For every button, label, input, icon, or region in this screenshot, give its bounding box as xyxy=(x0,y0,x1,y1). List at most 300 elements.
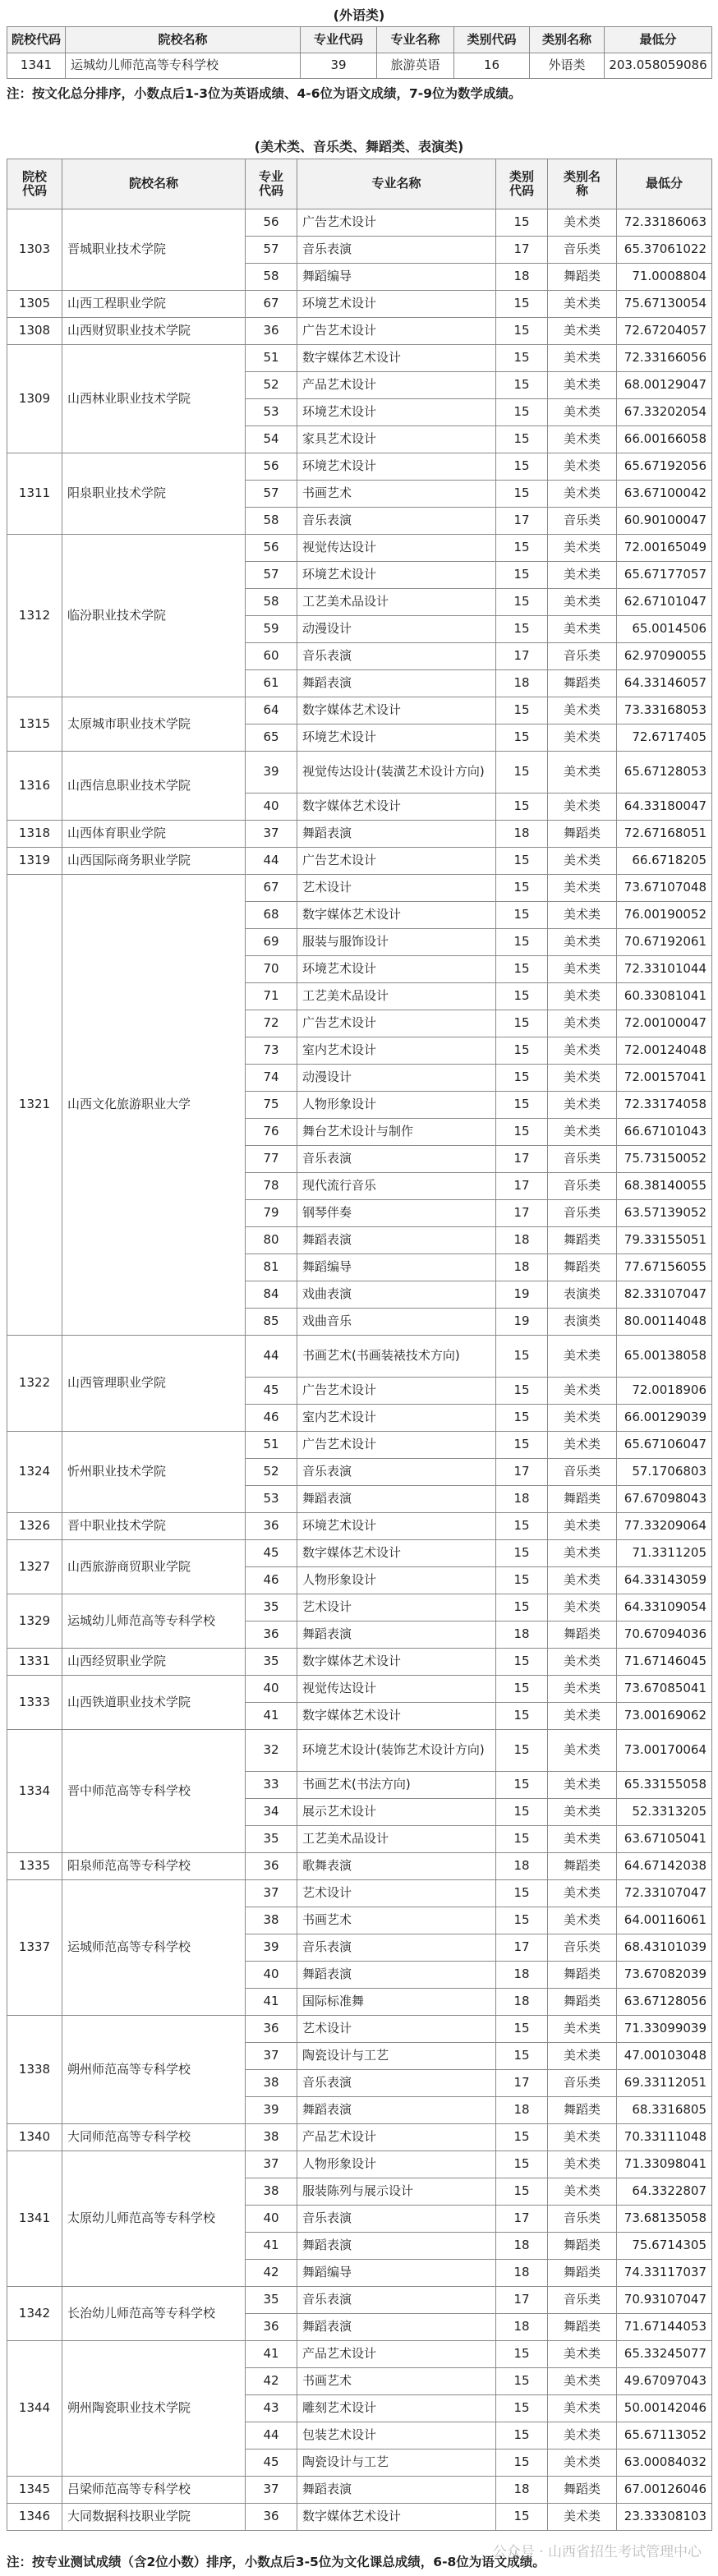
major-code-cell: 38 xyxy=(246,1907,297,1934)
major-code-cell: 38 xyxy=(246,2178,297,2206)
min-score-cell: 72.33166056 xyxy=(617,345,712,372)
min-score-cell: 71.0008804 xyxy=(617,264,712,291)
category-code-cell: 15 xyxy=(496,724,548,752)
category-code-cell: 15 xyxy=(496,1649,548,1676)
school-code-cell: 1303 xyxy=(7,209,62,291)
major-code-cell: 40 xyxy=(246,794,297,821)
school-code-cell: 1341 xyxy=(7,2151,62,2287)
major-name-cell: 陶瓷设计与工艺 xyxy=(297,2043,496,2070)
major-name-cell: 数字媒体艺术设计 xyxy=(297,1540,496,1567)
category-code-cell: 15 xyxy=(496,1065,548,1092)
category-name-cell: 美术类 xyxy=(548,956,617,983)
major-name-cell: 舞蹈编导 xyxy=(297,264,496,291)
major-code-cell: 43 xyxy=(246,2395,297,2422)
min-score-cell: 74.33117037 xyxy=(617,2260,712,2287)
category-code-cell: 18 xyxy=(496,821,548,848)
category-name-cell: 美术类 xyxy=(548,2151,617,2178)
min-score-cell: 65.67192056 xyxy=(617,453,712,481)
watermark: 公众号 · 山西省招生考试管理中心 xyxy=(492,2544,702,2560)
min-score-cell: 71.67144053 xyxy=(617,2314,712,2341)
category-name-cell: 美术类 xyxy=(548,345,617,372)
school-code-cell: 1345 xyxy=(7,2477,62,2504)
major-name-cell: 戏曲音乐 xyxy=(297,1309,496,1336)
min-score-cell: 77.33209064 xyxy=(617,1513,712,1540)
major-name-cell: 书画艺术 xyxy=(297,1907,496,1934)
major-name-cell: 环境艺术设计 xyxy=(297,291,496,318)
foreign-header-row xyxy=(7,27,712,53)
major-name-cell: 广告艺术设计 xyxy=(297,1378,496,1405)
min-score-cell: 75.6714305 xyxy=(617,2233,712,2260)
major-code-cell: 71 xyxy=(246,983,297,1010)
table-row xyxy=(7,2477,712,2504)
major-code-cell: 34 xyxy=(246,1799,297,1826)
category-name-cell: 美术类 xyxy=(548,1772,617,1799)
major-name-cell: 环境艺术设计 xyxy=(297,399,496,426)
major-code-cell: 81 xyxy=(246,1254,297,1281)
header-school-code: 院校代码 xyxy=(7,159,62,209)
min-score-cell: 65.67177057 xyxy=(617,562,712,589)
major-code-cell: 36 xyxy=(246,1853,297,1880)
major-name-cell: 书画艺术(书法方向) xyxy=(297,1772,496,1799)
major-code-cell: 65 xyxy=(246,724,297,752)
school-name-cell: 山西信息职业技术学院 xyxy=(62,752,246,821)
category-name-cell: 舞蹈类 xyxy=(548,2097,617,2124)
school-name-cell: 运城幼儿师范高等专科学校 xyxy=(66,53,301,79)
arts-note: 注：按专业测试成绩（含2位小数）排序，小数点后3-5位为文化课总成绩，6-8位为语文成绩。 xyxy=(7,2555,545,2569)
major-name-cell: 视觉传达设计 xyxy=(297,1676,496,1703)
table-row xyxy=(7,2341,712,2368)
category-code-cell: 17 xyxy=(496,2070,548,2097)
table-row xyxy=(7,345,712,372)
table-row xyxy=(7,1432,712,1459)
major-name-cell: 歌舞表演 xyxy=(297,1853,496,1880)
table-row xyxy=(7,53,712,79)
category-code-cell: 17 xyxy=(496,1200,548,1227)
category-name-cell: 美术类 xyxy=(548,1907,617,1934)
school-name-cell: 大同数据科技职业学院 xyxy=(62,2504,246,2531)
category-code-cell: 15 xyxy=(496,1513,548,1540)
major-code-cell: 78 xyxy=(246,1173,297,1200)
major-name-cell: 视觉传达设计 xyxy=(297,535,496,562)
table-row xyxy=(7,453,712,481)
major-name-cell: 室内艺术设计 xyxy=(297,1037,496,1065)
min-score-cell: 76.00190052 xyxy=(617,902,712,929)
min-score-cell: 67.33202054 xyxy=(617,399,712,426)
category-name-cell: 音乐类 xyxy=(548,1146,617,1173)
category-name-cell: 美术类 xyxy=(548,426,617,453)
category-code-cell: 18 xyxy=(496,2260,548,2287)
category-name-cell: 音乐类 xyxy=(548,643,617,670)
major-name-cell: 舞蹈表演 xyxy=(297,1227,496,1254)
school-code-cell: 1329 xyxy=(7,1594,62,1649)
major-code-cell: 74 xyxy=(246,1065,297,1092)
major-name-cell: 工艺美术品设计 xyxy=(297,1826,496,1853)
category-name-cell: 舞蹈类 xyxy=(548,1853,617,1880)
category-name-cell: 美术类 xyxy=(548,1092,617,1119)
major-name-cell: 工艺美术品设计 xyxy=(297,983,496,1010)
header-min-score: 最低分 xyxy=(605,27,712,53)
major-code-cell: 56 xyxy=(246,453,297,481)
min-score-cell: 49.67097043 xyxy=(617,2368,712,2395)
major-code-cell: 73 xyxy=(246,1037,297,1065)
header-school-name: 院校名称 xyxy=(62,159,246,209)
min-score-cell: 72.67204057 xyxy=(617,318,712,345)
category-name-cell: 美术类 xyxy=(548,848,617,875)
category-code-cell: 18 xyxy=(496,1622,548,1649)
major-name-cell: 环境艺术设计 xyxy=(297,453,496,481)
major-name-cell: 舞台艺术设计与制作 xyxy=(297,1119,496,1146)
major-code-cell: 44 xyxy=(246,848,297,875)
category-name-cell: 音乐类 xyxy=(548,1173,617,1200)
major-name-cell: 书画艺术 xyxy=(297,481,496,508)
arts-header-row xyxy=(7,159,712,209)
major-code-cell: 52 xyxy=(246,372,297,399)
table-row xyxy=(7,752,712,794)
category-code-cell: 15 xyxy=(496,1880,548,1907)
category-code-cell: 18 xyxy=(496,670,548,697)
category-name-cell: 美术类 xyxy=(548,1336,617,1378)
major-code-cell: 38 xyxy=(246,2070,297,2097)
header-school-code: 院校代码 xyxy=(7,27,66,53)
major-name-cell: 音乐表演 xyxy=(297,2206,496,2233)
school-code-cell: 1324 xyxy=(7,1432,62,1513)
table-row xyxy=(7,697,712,724)
major-code-cell: 37 xyxy=(246,2151,297,2178)
foreign-table xyxy=(7,26,712,79)
min-score-cell: 203.058059086 xyxy=(605,53,712,79)
major-name-cell: 服装陈列与展示设计 xyxy=(297,2178,496,2206)
category-name-cell: 美术类 xyxy=(548,1540,617,1567)
school-name-cell: 山西林业职业技术学院 xyxy=(62,345,246,453)
major-name-cell: 书画艺术(书画装裱技术方向) xyxy=(297,1336,496,1378)
category-name-cell: 美术类 xyxy=(548,1676,617,1703)
major-name-cell: 雕刻艺术设计 xyxy=(297,2395,496,2422)
category-code-cell: 15 xyxy=(496,1907,548,1934)
major-name-cell: 书画艺术 xyxy=(297,2368,496,2395)
category-name-cell: 美术类 xyxy=(548,1432,617,1459)
header-min-score: 最低分 xyxy=(617,159,712,209)
major-name-cell: 舞蹈表演 xyxy=(297,2477,496,2504)
category-name-cell: 美术类 xyxy=(548,2178,617,2206)
major-code-cell: 53 xyxy=(246,1486,297,1513)
min-score-cell: 72.0018906 xyxy=(617,1378,712,1405)
category-code-cell: 15 xyxy=(496,1799,548,1826)
school-code-cell: 1346 xyxy=(7,2504,62,2531)
major-code-cell: 39 xyxy=(246,752,297,794)
major-code-cell: 39 xyxy=(246,2097,297,2124)
category-code-cell: 18 xyxy=(496,1989,548,2016)
category-name-cell: 美术类 xyxy=(548,2016,617,2043)
school-code-cell: 1334 xyxy=(7,1730,62,1853)
category-code-cell: 15 xyxy=(496,1826,548,1853)
min-score-cell: 64.33146057 xyxy=(617,670,712,697)
min-score-cell: 70.67192061 xyxy=(617,929,712,956)
category-name-cell: 舞蹈类 xyxy=(548,2260,617,2287)
major-code-cell: 35 xyxy=(246,1594,297,1622)
min-score-cell: 67.00126046 xyxy=(617,2477,712,2504)
min-score-cell: 63.00084032 xyxy=(617,2450,712,2477)
school-name-cell: 朔州师范高等专科学校 xyxy=(62,2016,246,2124)
school-code-cell: 1338 xyxy=(7,2016,62,2124)
major-code-cell: 77 xyxy=(246,1146,297,1173)
foreign-section-title: (外语类) xyxy=(333,7,385,23)
category-name-cell: 美术类 xyxy=(548,1649,617,1676)
major-code-cell: 37 xyxy=(246,821,297,848)
school-name-cell: 山西管理职业学院 xyxy=(62,1336,246,1432)
major-code-cell: 45 xyxy=(246,1378,297,1405)
category-code-cell: 15 xyxy=(496,318,548,345)
category-name-cell: 美术类 xyxy=(548,1065,617,1092)
category-code-cell: 18 xyxy=(496,1254,548,1281)
category-code-cell: 15 xyxy=(496,983,548,1010)
major-code-cell: 56 xyxy=(246,535,297,562)
category-name-cell: 音乐类 xyxy=(548,237,617,264)
major-code-cell: 40 xyxy=(246,1676,297,1703)
major-code-cell: 75 xyxy=(246,1092,297,1119)
major-code-cell: 64 xyxy=(246,697,297,724)
major-name-cell: 舞蹈编导 xyxy=(297,1254,496,1281)
category-code-cell: 15 xyxy=(496,426,548,453)
min-score-cell: 50.00142046 xyxy=(617,2395,712,2422)
min-score-cell: 66.6718205 xyxy=(617,848,712,875)
category-code-cell: 15 xyxy=(496,481,548,508)
school-name-cell: 晋中师范高等专科学校 xyxy=(62,1730,246,1853)
school-name-cell: 阳泉职业技术学院 xyxy=(62,453,246,535)
category-code-cell: 15 xyxy=(496,1772,548,1799)
table-row xyxy=(7,1880,712,1907)
min-score-cell: 75.73150052 xyxy=(617,1146,712,1173)
category-code-cell: 17 xyxy=(496,643,548,670)
foreign-note: 注：按文化总分排序，小数点后1-3位为英语成绩、4-6位为语文成绩，7-9位为数学成绩。 xyxy=(7,86,522,101)
category-code-cell: 15 xyxy=(496,291,548,318)
major-code-cell: 35 xyxy=(246,1649,297,1676)
major-code-cell: 36 xyxy=(246,1513,297,1540)
school-code-cell: 1341 xyxy=(7,53,66,79)
category-name-cell: 音乐类 xyxy=(548,1459,617,1486)
major-name-cell: 旅游英语 xyxy=(377,53,454,79)
category-name-cell: 美术类 xyxy=(548,724,617,752)
category-code-cell: 15 xyxy=(496,848,548,875)
table-row xyxy=(7,1594,712,1622)
category-name-cell: 美术类 xyxy=(548,697,617,724)
school-code-cell: 1321 xyxy=(7,875,62,1336)
min-score-cell: 65.0014506 xyxy=(617,616,712,643)
major-code-cell: 44 xyxy=(246,2422,297,2450)
major-name-cell: 数字媒体艺术设计 xyxy=(297,697,496,724)
school-name-cell: 山西工程职业学院 xyxy=(62,291,246,318)
header-major-code: 专业代码 xyxy=(246,159,297,209)
major-code-cell: 44 xyxy=(246,1336,297,1378)
min-score-cell: 70.93107047 xyxy=(617,2287,712,2314)
major-name-cell: 音乐表演 xyxy=(297,2070,496,2097)
major-name-cell: 环境艺术设计(装饰艺术设计方向) xyxy=(297,1730,496,1772)
min-score-cell: 71.33099039 xyxy=(617,2016,712,2043)
category-name-cell: 音乐类 xyxy=(548,2287,617,2314)
min-score-cell: 65.67106047 xyxy=(617,1432,712,1459)
major-name-cell: 环境艺术设计 xyxy=(297,562,496,589)
min-score-cell: 73.68135058 xyxy=(617,2206,712,2233)
min-score-cell: 73.67082039 xyxy=(617,1962,712,1989)
major-name-cell: 广告艺术设计 xyxy=(297,209,496,237)
major-code-cell: 40 xyxy=(246,1962,297,1989)
min-score-cell: 64.67142038 xyxy=(617,1853,712,1880)
major-code-cell: 41 xyxy=(246,1989,297,2016)
min-score-cell: 64.33180047 xyxy=(617,794,712,821)
major-code-cell: 46 xyxy=(246,1405,297,1432)
min-score-cell: 65.00138058 xyxy=(617,1336,712,1378)
min-score-cell: 63.57139052 xyxy=(617,1200,712,1227)
major-code-cell: 68 xyxy=(246,902,297,929)
major-name-cell: 陶瓷设计与工艺 xyxy=(297,2450,496,2477)
min-score-cell: 66.00129039 xyxy=(617,1405,712,1432)
category-code-cell: 18 xyxy=(496,264,548,291)
major-code-cell: 36 xyxy=(246,318,297,345)
major-name-cell: 音乐表演 xyxy=(297,237,496,264)
major-name-cell: 人物形象设计 xyxy=(297,2151,496,2178)
category-name-cell: 舞蹈类 xyxy=(548,1254,617,1281)
category-name-cell: 舞蹈类 xyxy=(548,670,617,697)
major-name-cell: 产品艺术设计 xyxy=(297,2124,496,2151)
school-name-cell: 山西铁道职业技术学院 xyxy=(62,1676,246,1730)
category-code-cell: 15 xyxy=(496,752,548,794)
major-name-cell: 人物形象设计 xyxy=(297,1092,496,1119)
min-score-cell: 72.00165049 xyxy=(617,535,712,562)
category-name-cell: 美术类 xyxy=(548,983,617,1010)
school-name-cell: 山西财贸职业技术学院 xyxy=(62,318,246,345)
min-score-cell: 65.33155058 xyxy=(617,1772,712,1799)
category-code-cell: 15 xyxy=(496,2450,548,2477)
min-score-cell: 65.67113052 xyxy=(617,2422,712,2450)
table-row xyxy=(7,1513,712,1540)
min-score-cell: 72.33174058 xyxy=(617,1092,712,1119)
category-code-cell: 18 xyxy=(496,1962,548,1989)
category-code-cell: 15 xyxy=(496,1405,548,1432)
category-name-cell: 美术类 xyxy=(548,1880,617,1907)
header-school-name: 院校名称 xyxy=(66,27,301,53)
major-name-cell: 现代流行音乐 xyxy=(297,1173,496,1200)
category-name-cell: 美术类 xyxy=(548,1703,617,1730)
category-name-cell: 美术类 xyxy=(548,562,617,589)
category-code-cell: 15 xyxy=(496,697,548,724)
table-row xyxy=(7,2504,712,2531)
school-code-cell: 1316 xyxy=(7,752,62,821)
school-name-cell: 运城幼儿师范高等专科学校 xyxy=(62,1594,246,1649)
table-row xyxy=(7,1853,712,1880)
major-code-cell: 59 xyxy=(246,616,297,643)
table-row xyxy=(7,2016,712,2043)
major-name-cell: 舞蹈表演 xyxy=(297,2314,496,2341)
category-code-cell: 16 xyxy=(454,53,530,79)
category-name-cell: 美术类 xyxy=(548,318,617,345)
category-name-cell: 美术类 xyxy=(548,875,617,902)
table-row xyxy=(7,318,712,345)
school-name-cell: 吕梁师范高等专科学校 xyxy=(62,2477,246,2504)
school-code-cell: 1344 xyxy=(7,2341,62,2477)
major-code-cell: 36 xyxy=(246,2016,297,2043)
school-name-cell: 运城师范高等专科学校 xyxy=(62,1880,246,2016)
min-score-cell: 70.67094036 xyxy=(617,1622,712,1649)
min-score-cell: 73.67107048 xyxy=(617,875,712,902)
category-code-cell: 15 xyxy=(496,535,548,562)
table-row xyxy=(7,1540,712,1567)
category-code-cell: 15 xyxy=(496,956,548,983)
category-code-cell: 15 xyxy=(496,1540,548,1567)
header-category-code: 类别代码 xyxy=(496,159,548,209)
major-name-cell: 产品艺术设计 xyxy=(297,372,496,399)
min-score-cell: 72.6717405 xyxy=(617,724,712,752)
major-name-cell: 动漫设计 xyxy=(297,616,496,643)
category-name-cell: 美术类 xyxy=(548,399,617,426)
category-code-cell: 15 xyxy=(496,929,548,956)
min-score-cell: 73.00170064 xyxy=(617,1730,712,1772)
major-code-cell: 35 xyxy=(246,2287,297,2314)
major-name-cell: 家具艺术设计 xyxy=(297,426,496,453)
table-row xyxy=(7,291,712,318)
school-code-cell: 1309 xyxy=(7,345,62,453)
school-name-cell: 山西旅游商贸职业学院 xyxy=(62,1540,246,1594)
category-name-cell: 美术类 xyxy=(548,453,617,481)
major-name-cell: 钢琴伴奏 xyxy=(297,1200,496,1227)
min-score-cell: 80.00114048 xyxy=(617,1309,712,1336)
category-code-cell: 15 xyxy=(496,875,548,902)
major-code-cell: 58 xyxy=(246,264,297,291)
major-code-cell: 41 xyxy=(246,1703,297,1730)
table-row xyxy=(7,535,712,562)
major-name-cell: 艺术设计 xyxy=(297,1594,496,1622)
category-name-cell: 美术类 xyxy=(548,1730,617,1772)
min-score-cell: 65.33245077 xyxy=(617,2341,712,2368)
major-name-cell: 艺术设计 xyxy=(297,875,496,902)
school-name-cell: 山西国际商务职业学院 xyxy=(62,848,246,875)
category-name-cell: 舞蹈类 xyxy=(548,1486,617,1513)
school-code-cell: 1327 xyxy=(7,1540,62,1594)
min-score-cell: 64.3322807 xyxy=(617,2178,712,2206)
major-code-cell: 42 xyxy=(246,2368,297,2395)
school-name-cell: 太原幼儿师范高等专科学校 xyxy=(62,2151,246,2287)
category-code-cell: 17 xyxy=(496,1459,548,1486)
category-code-cell: 15 xyxy=(496,453,548,481)
table-row xyxy=(7,1649,712,1676)
major-code-cell: 54 xyxy=(246,426,297,453)
min-score-cell: 72.00124048 xyxy=(617,1037,712,1065)
major-name-cell: 展示艺术设计 xyxy=(297,1799,496,1826)
category-name-cell: 外语类 xyxy=(530,53,605,79)
major-code-cell: 39 xyxy=(246,1934,297,1962)
school-name-cell: 山西体育职业学院 xyxy=(62,821,246,848)
category-code-cell: 19 xyxy=(496,1309,548,1336)
category-name-cell: 美术类 xyxy=(548,291,617,318)
category-code-cell: 15 xyxy=(496,1703,548,1730)
category-name-cell: 美术类 xyxy=(548,372,617,399)
category-code-cell: 19 xyxy=(496,1281,548,1309)
min-score-cell: 72.67168051 xyxy=(617,821,712,848)
category-name-cell: 美术类 xyxy=(548,2395,617,2422)
category-name-cell: 美术类 xyxy=(548,616,617,643)
school-name-cell: 朔州陶瓷职业技术学院 xyxy=(62,2341,246,2477)
category-name-cell: 美术类 xyxy=(548,1594,617,1622)
category-code-cell: 15 xyxy=(496,902,548,929)
major-code-cell: 80 xyxy=(246,1227,297,1254)
category-name-cell: 美术类 xyxy=(548,752,617,794)
major-code-cell: 35 xyxy=(246,1826,297,1853)
category-code-cell: 18 xyxy=(496,2314,548,2341)
school-code-cell: 1337 xyxy=(7,1880,62,2016)
school-name-cell: 忻州职业技术学院 xyxy=(62,1432,246,1513)
table-row xyxy=(7,848,712,875)
school-code-cell: 1342 xyxy=(7,2287,62,2341)
school-code-cell: 1308 xyxy=(7,318,62,345)
category-code-cell: 15 xyxy=(496,2395,548,2422)
